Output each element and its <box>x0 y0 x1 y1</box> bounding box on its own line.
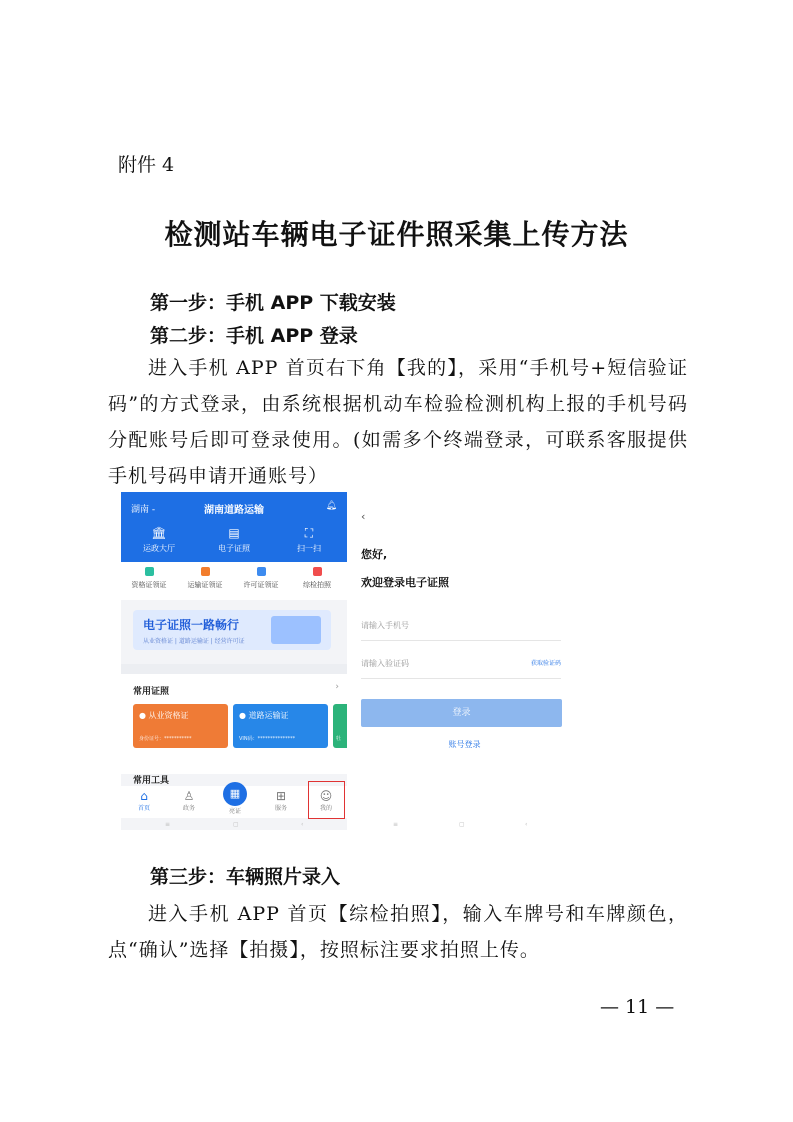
login-button[interactable]: 登录 <box>361 699 562 727</box>
document-title: 检测站车辆电子证件照采集上传方法 <box>164 218 629 251</box>
banner-title: 电子证照一路畅行 <box>143 618 240 632</box>
tab-government[interactable] <box>169 789 209 812</box>
app-header <box>121 492 347 562</box>
common-licenses-section <box>121 674 347 774</box>
header-item-hall[interactable] <box>129 526 189 554</box>
tab-services[interactable] <box>261 789 301 812</box>
common-tools-title: 常用工具 <box>133 776 170 786</box>
tab-label: 政务 <box>182 805 195 812</box>
qr-code-icon[interactable]: ▦ <box>223 782 247 806</box>
header-item-label: 电子证照 <box>218 544 250 553</box>
step-1-heading: 第一步：手机 APP 下载安装 <box>150 292 396 314</box>
page-number: — 11 — <box>600 996 675 1018</box>
tab-show-license[interactable] <box>215 806 255 815</box>
banner-illustration <box>271 616 321 644</box>
section-title: 常用证照 <box>133 687 170 697</box>
tab-label: 服务 <box>274 805 287 812</box>
tab-label: 亮证 <box>228 808 241 815</box>
card-label: 许可证领证 <box>243 581 279 589</box>
home-screenshot <box>121 492 347 830</box>
header-item-scan[interactable] <box>279 526 339 554</box>
grid-icon: ⊞ <box>275 789 287 803</box>
banner-subtitle: 从业资格证 | 道路运输证 | 经营许可证 <box>143 638 245 645</box>
camera-icon <box>313 567 322 576</box>
system-nav-bar <box>353 820 576 830</box>
card-transport[interactable] <box>177 567 233 590</box>
card-inspection-photo[interactable] <box>289 567 345 590</box>
square-icon[interactable]: ▢ <box>233 821 239 828</box>
greeting-text: 您好, <box>361 548 388 561</box>
license-title: ● 从业资格证 <box>139 711 189 720</box>
get-code-button[interactable]: 获取验证码 <box>530 660 561 667</box>
home-icon: ⌂ <box>140 789 148 803</box>
back-icon[interactable]: ‹ <box>525 821 528 828</box>
stamp-icon: ♙ <box>183 789 195 803</box>
tab-label: 我的 <box>319 805 332 812</box>
scan-icon: ⛶ <box>304 526 314 540</box>
bank-icon: 🏛︎ <box>151 526 167 540</box>
step-2-heading: 第二步：手机 APP 登录 <box>150 325 358 347</box>
square-icon[interactable]: ▢ <box>459 821 465 828</box>
promo-banner[interactable] <box>133 610 331 650</box>
header-item-label: 运政大厅 <box>143 544 175 553</box>
menu-icon[interactable]: ≡ <box>393 821 399 828</box>
welcome-text: 欢迎登录电子证照 <box>361 576 449 589</box>
license-title: ● 道路运输证 <box>239 711 289 720</box>
chevron-right-icon[interactable]: › <box>335 682 339 692</box>
card-label: 综检拍照 <box>303 581 331 589</box>
section-divider <box>121 664 347 674</box>
permit-icon <box>257 567 266 576</box>
photo-instructions: 进入手机 APP 首页【综检拍照】，输入车牌号和车牌颜色，点“确认”选择【拍摄】，按照标注要求拍照上传。 <box>108 903 688 961</box>
truck-icon <box>201 567 210 576</box>
menu-icon[interactable]: ≡ <box>165 821 171 828</box>
certificate-icon <box>145 567 154 576</box>
license-number: 身份证号：*********** <box>139 736 192 742</box>
highlight-box <box>308 781 345 819</box>
account-login-link[interactable]: 账号登录 <box>448 740 481 749</box>
attachment-label: 附件 4 <box>118 154 175 176</box>
system-nav-bar <box>121 820 347 830</box>
license-card-partial[interactable] <box>333 704 347 748</box>
card-qualification[interactable] <box>121 567 177 590</box>
license-card-qualification[interactable] <box>133 704 228 748</box>
wallet-icon: ▤ <box>228 526 240 540</box>
back-arrow-icon[interactable]: ‹ <box>361 510 366 523</box>
tab-home[interactable] <box>124 789 164 812</box>
code-input[interactable] <box>361 652 561 679</box>
service-card-row <box>121 562 347 600</box>
tab-label: 首页 <box>137 805 150 812</box>
login-screenshot <box>353 500 576 830</box>
login-instructions: 进入手机 APP 首页右下角【我的】，采用“手机号+短信验证码”的方式登录，由系统根据机动车检验检测机构上报的手机号码分配账号后即可登录使用。(如需多个终端登录，可联系客服提供手机号码申请开通账号） <box>108 357 688 487</box>
bell-icon[interactable]: 🔔︎ <box>325 501 337 511</box>
city-selector[interactable]: 湖南 - <box>131 505 156 515</box>
code-placeholder: 请输入验证码 <box>361 659 409 668</box>
app-title: 湖南道路运输 <box>204 505 264 516</box>
back-icon[interactable]: ‹ <box>301 821 304 828</box>
user-icon: ☺ <box>319 789 333 803</box>
card-permit[interactable] <box>233 567 289 590</box>
card-label: 运输证领证 <box>187 581 223 589</box>
license-partial-text: 牡 <box>336 736 342 742</box>
step-3-heading: 第三步：车辆照片录入 <box>150 866 341 888</box>
header-item-label: 扫一扫 <box>297 544 321 553</box>
header-item-e-license[interactable] <box>204 526 264 554</box>
phone-input[interactable] <box>361 614 561 641</box>
license-number: VIN码：*************** <box>239 736 296 742</box>
license-card-transport[interactable] <box>233 704 328 748</box>
phone-placeholder: 请输入手机号 <box>361 621 409 630</box>
card-label: 资格证领证 <box>131 581 167 589</box>
